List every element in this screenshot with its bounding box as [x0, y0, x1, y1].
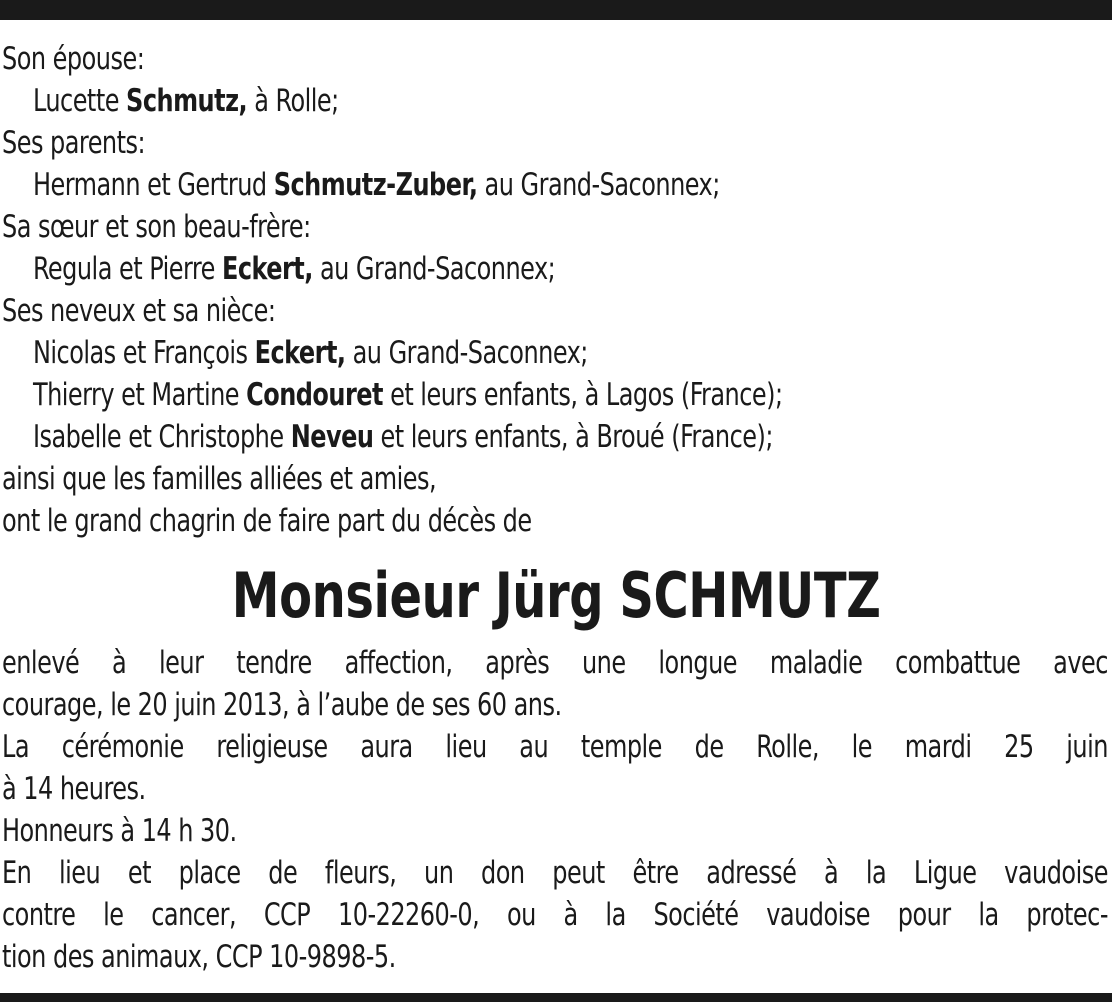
parents-entry: [2, 164, 953, 206]
nephew1-place: au Grand-Saconnex;: [345, 335, 588, 371]
nephew2-surname: Condouret: [246, 377, 383, 413]
nephew-entry-3: [2, 416, 953, 458]
spouse-place: à Rolle;: [247, 83, 339, 119]
bottom-rule: [0, 993, 1112, 1002]
body-line-1: enlevé à leur tendre affection, après une longue maladie combattue avec: [2, 645, 1108, 681]
deceased-name-block: [0, 559, 1112, 632]
spouse-entry: [2, 80, 953, 122]
body-line-6: En lieu et place de fleurs, un don peut être adressé à la Ligue vaudoise: [2, 855, 1108, 891]
nephew-entry-2: [2, 374, 953, 416]
spouse-surname: Schmutz,: [126, 83, 248, 119]
sister-label: Sa sœur et son beau-frère:: [2, 209, 311, 245]
body-line-2: courage, le 20 juin 2013, à l’aube de ses 60 ans.: [2, 687, 562, 723]
nephew2-place: et leurs enfants, à Lagos (France);: [382, 377, 783, 413]
family-list: [2, 38, 953, 542]
nephew3-first-names: Isabelle et Christophe: [32, 419, 291, 455]
spouse-label: Son épouse:: [2, 41, 145, 77]
body-line-5: Honneurs à 14 h 30.: [2, 813, 237, 849]
allied-families-line: ainsi que les familles alliées et amies,: [2, 461, 437, 497]
body-line-8: tion des animaux, CCP 10-9898-5.: [2, 939, 396, 975]
parents-place: au Grand-Saconnex;: [477, 167, 720, 203]
sister-surname: Eckert,: [221, 251, 313, 287]
parents-surname: Schmutz-Zuber,: [273, 167, 478, 203]
nephews-label: Ses neveux et sa nièce:: [2, 293, 276, 329]
sister-entry: [2, 248, 953, 290]
body-line-7: contre le cancer, CCP 10-22260-0, ou à la Société vaudoise pour la protec-: [2, 897, 1108, 933]
sister-first-names: Regula et Pierre: [32, 251, 222, 287]
deceased-name: Monsieur Jürg SCHMUTZ: [231, 559, 881, 632]
nephew1-first-names: Nicolas et François: [32, 335, 255, 371]
parents-first-names: Hermann et Gertrud: [32, 167, 274, 203]
nephew3-place: et leurs enfants, à Broué (France);: [373, 419, 773, 455]
body-line-3: La cérémonie religieuse aura lieu au temple de Rolle, le mardi 25 juin: [2, 729, 1108, 765]
announcement-line: ont le grand chagrin de faire part du décès de: [2, 503, 532, 539]
spouse-first-name: Lucette: [32, 83, 127, 119]
sister-place: au Grand-Saconnex;: [312, 251, 556, 287]
nephew3-surname: Neveu: [290, 419, 374, 455]
nephew-entry-1: [2, 332, 953, 374]
top-rule: [0, 0, 1112, 20]
obituary-body: [2, 642, 1108, 978]
body-line-4: à 14 heures.: [2, 771, 146, 807]
nephew1-surname: Eckert,: [254, 335, 346, 371]
nephew2-first-names: Thierry et Martine: [32, 377, 247, 413]
parents-label: Ses parents:: [2, 125, 146, 161]
